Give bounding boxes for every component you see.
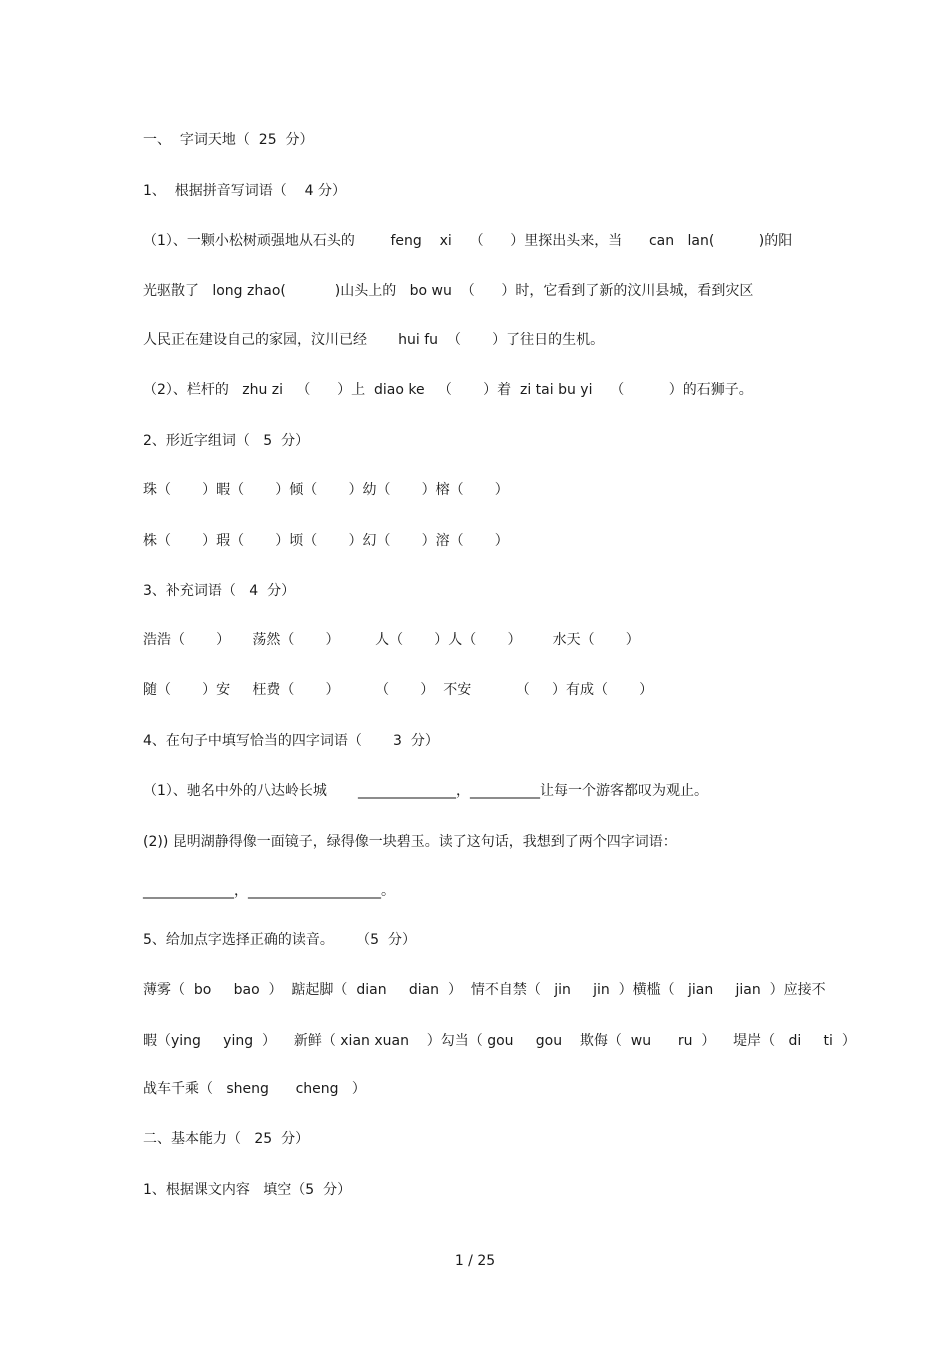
section-heading-1: 一、 字词天地（ 25 分）: [143, 132, 314, 148]
question-text: (2)) 昆明湖静得像一面镜子，绿得像一块碧玉。读了这句话，我想到了两个四字词语：: [143, 834, 677, 850]
question-text: _____________，___________________。: [143, 883, 395, 899]
page-number: 1 / 25: [454, 1253, 496, 1269]
question-text: 薄雾（ bo bao ） 踮起脚（ dian dian ） 情不自禁（ jin jin ）横槛（ jian jian ）应接不: [143, 982, 826, 998]
question-text: 株（ ）瑕（ ）顷（ ）幻（ ）溶（ ）: [143, 533, 509, 549]
question-text: 人民正在建设自己的家园，汶川已经 hui fu （ ）了往日的生机。: [143, 332, 605, 348]
question-heading: 5、给加点字选择正确的读音。 （5 分）: [143, 932, 416, 948]
question-text: 光驱散了 long zhao( )山头上的 bo wu （ ）时，它看到了新的汶川县城，看到灾区: [143, 283, 754, 299]
question-heading: 1、 根据拼音写词语（ 4 分）: [143, 183, 346, 199]
question-text: 珠（ ）暇（ ）倾（ ）幼（ ）榕（ ）: [143, 482, 509, 498]
question-heading: 3、补充词语（ 4 分）: [143, 583, 296, 599]
question-text: （2）、栏杆的 zhu zi （ ）上 diao ke （ ）着 zi tai bu yi （ ）的石狮子。: [143, 382, 753, 398]
question-text: （1）、驰名中外的八达岭长城 ______________，__________让每一个游客都叹为观止。: [143, 783, 709, 799]
question-text: （1）、一颗小松树顽强地从石头的 feng xi （ ）里探出头来，当 can lan( )的阳: [143, 233, 793, 249]
question-text: 随（ ）安 枉费（ ） （ ） 不安 （ ）有成（ ）: [143, 682, 654, 698]
question-text: 浩浩（ ） 荡然（ ） 人（ ）人（ ） 水天（ ）: [143, 632, 640, 648]
question-heading: 1、根据课文内容 填空（5 分）: [143, 1182, 352, 1198]
question-text: 战车千乘（ sheng cheng ）: [143, 1081, 366, 1097]
section-heading-2: 二、基本能力（ 25 分）: [143, 1131, 310, 1147]
question-text: 暇（ying ying ） 新鲜（ xian xuan ）勾当（ gou gou 欺侮（ wu ru ） 堤岸（ di ti ）: [143, 1033, 856, 1049]
question-heading: 4、在句子中填写恰当的四字词语（ 3 分）: [143, 733, 439, 749]
question-heading: 2、形近字组词（ 5 分）: [143, 433, 310, 449]
